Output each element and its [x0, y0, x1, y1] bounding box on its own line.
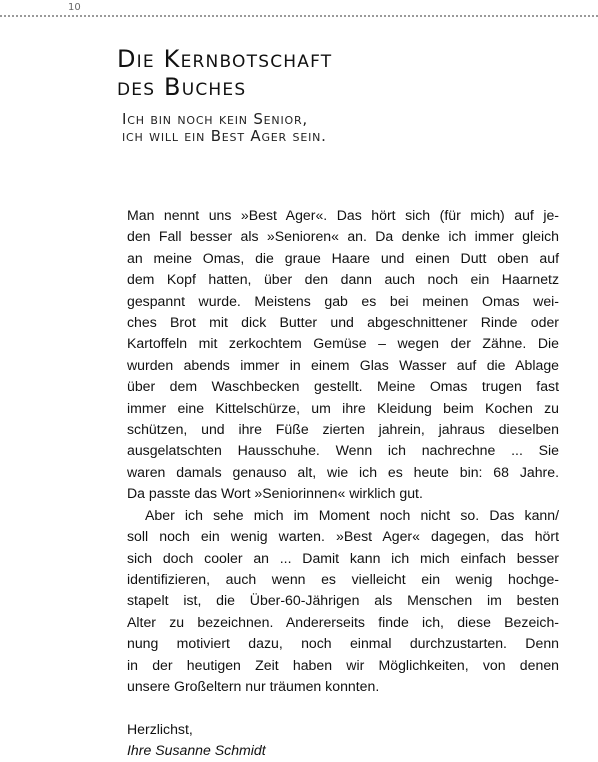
text-line: ches Brot mit dick Butter und abgeschnittener Rinde oder: [127, 314, 559, 331]
text-line: ausgelatschten Hausschuhe. Wenn ich nachrechne ... Sie: [127, 442, 559, 459]
text-line: stapelt ist, die Über-60-Jährigen als Menschen im besten: [127, 592, 559, 609]
paragraph-gap: [127, 697, 559, 718]
text-line: über dem Waschbecken gestellt. Meine Omas trugen fast: [127, 378, 559, 395]
closing-greeting: Herzlichst,: [127, 720, 193, 737]
text-line: identifizieren, auch wenn es vielleicht ein wenig hochge-: [127, 570, 559, 587]
chapter-title: [117, 45, 517, 101]
text-line: immer eine Kittelschürze, um ihre Kleidung beim Kochen zu: [127, 399, 559, 416]
text-line: Man nennt uns »Best Ager«. Das hört sich (für mich) auf je-: [127, 207, 559, 223]
chapter-subtitle-line-2: ich will ein Best Ager sein.: [122, 127, 327, 145]
text-line: in der heutigen Zeit haben wir Möglichkeiten, von denen: [127, 656, 559, 673]
chapter-subtitle-line-1: Ich bin noch kein Senior,: [122, 110, 308, 128]
text-line: Kartoffeln mit zerkochtem Gemüse – wegen der Zähne. Die: [127, 335, 559, 352]
text-line: gespannt wurde. Meistens gab es bei meinen Omas wei-: [127, 292, 559, 309]
text-line: nung motiviert dazu, noch einmal durchzustarten. Denn: [127, 635, 559, 652]
closing: [127, 719, 559, 762]
header-dotted-rule: [0, 15, 598, 17]
text-line: sich doch cooler an ... Damit kann ich mich einfach besser: [127, 549, 559, 566]
text-line: Da passte das Wort »Seniorinnen« wirklich gut.: [127, 485, 423, 502]
chapter-title-line-1: Die Kernbotschaft: [117, 45, 333, 73]
text-line: schützen, und ihre Füße zierten jahrein, jahraus dieselben: [127, 421, 559, 438]
text-line: waren damals genauso alt, wie ich es heute bin: 68 Jahre.: [127, 463, 559, 480]
text-line: Alter zu bezeichnen. Andererseits finde ich, diese Bezeich-: [127, 613, 559, 630]
chapter-title-line-2: des Buches: [117, 73, 247, 101]
closing-signature: Ihre Susanne Schmidt: [127, 742, 266, 759]
text-line: an meine Omas, die graue Haare und einen Dutt oben auf: [127, 249, 559, 266]
chapter-subtitle: [122, 111, 522, 145]
paragraph-1: [127, 205, 559, 505]
text-line: dem Kopf hatten, über den dann auch noch ein Haarnetz: [127, 271, 559, 288]
text-line: soll noch ein wenig warten. »Best Ager« dagegen, das hört: [127, 528, 559, 545]
body-text: [127, 205, 559, 762]
text-line: unsere Großeltern nur träumen konnten.: [127, 677, 380, 694]
text-line: Aber ich sehe mich im Moment noch nicht so. Das kann/: [145, 506, 559, 523]
text-line: wurden abends immer in einem Glas Wasser auf die Ablage: [127, 356, 559, 373]
paragraph-2: [127, 505, 559, 698]
text-line: den Fall besser als »Senioren« an. Da denke ich immer gleich: [127, 228, 559, 245]
page-number: 10: [64, 2, 85, 13]
